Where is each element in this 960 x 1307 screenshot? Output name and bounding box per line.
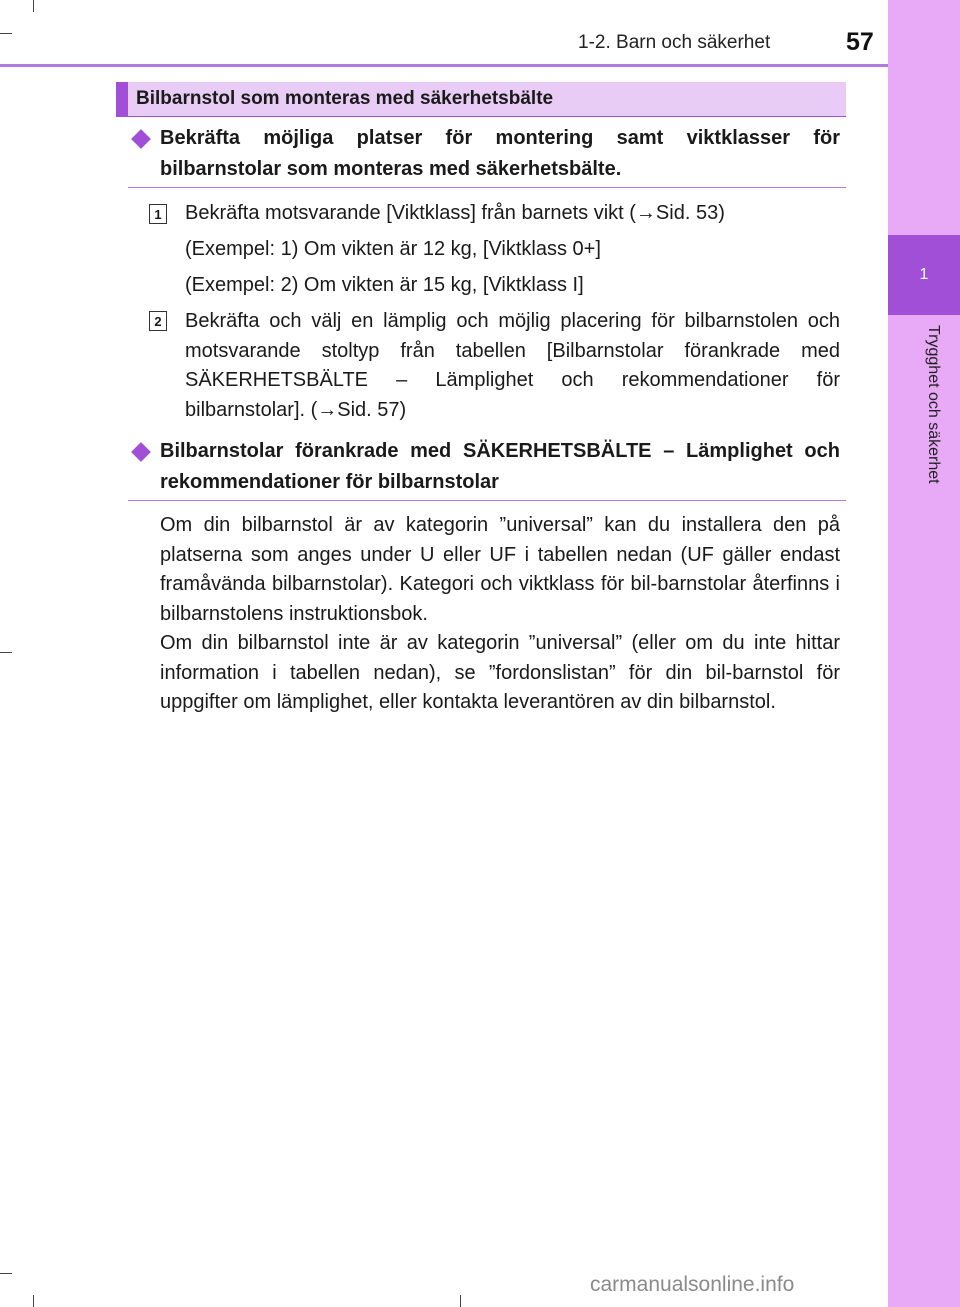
chapter-tab-number: 1 (919, 266, 929, 283)
body-paragraph: Om din bilbarnstol är av kategorin ”universal” kan du installera den på platserna som anges under U eller UF i tabellen nedan (UF gäller endast framåvända bilbarnstolar). Kategori och viktklass för bil-barnstolar återfinns i bilbarnstolens instruktionsbok. (160, 514, 840, 625)
subsection-divider (128, 187, 846, 188)
crop-mark (0, 1273, 12, 1274)
header-divider (0, 64, 888, 67)
step-text: Bekräfta och välj en lämplig och möjlig placering för bilbarnstolen och motsvarande stoltyp från tabellen [Bilbarnstolar förankrade med SÄKERHETSBÄLTE – Lämplighet och rekommendationer för bilbarnstolar]. (→Sid. 57) (185, 310, 840, 421)
step-number-badge: 1 (149, 204, 167, 224)
crop-mark (0, 33, 12, 34)
body-paragraph: Om din bilbarnstol inte är av kategorin ”universal” (eller om du inte hittar information i tabellen nedan), se ”fordonslistan” för din bil-barnstol för uppgifter om lämplighet, eller kontakta leverantören av din bilbarnstol. (160, 632, 840, 713)
chapter-title: 1-2. Barn och säkerhet (578, 32, 771, 53)
crop-mark (0, 652, 12, 653)
diamond-bullet-icon (131, 129, 151, 149)
section-title-bar (116, 82, 846, 117)
subsection-divider (128, 500, 846, 501)
example-text: (Exempel: 1) Om vikten är 12 kg, [Viktklass 0+] (185, 238, 601, 260)
subsection-heading: Bekräfta möjliga platser för montering samt viktklasser för bilbarnstolar som monteras med säkerhetsbälte. (160, 127, 840, 180)
crop-mark (460, 1295, 461, 1307)
chapter-side-label: Trygghet och säkerhet (925, 325, 942, 484)
watermark: carmanualsonline.info (590, 1273, 795, 1296)
section-title: Bilbarnstol som monteras med säkerhetsbälte (136, 88, 554, 109)
example-text: (Exempel: 2) Om vikten är 15 kg, [Viktklass I] (185, 274, 584, 296)
subsection-heading: Bilbarnstolar förankrade med SÄKERHETSBÄLTE – Lämplighet och rekommendationer för bilbarnstolar (160, 440, 840, 493)
step-number-badge: 2 (149, 311, 167, 331)
chapter-tab[interactable] (888, 235, 960, 315)
crop-mark (33, 1295, 34, 1307)
diamond-bullet-icon (131, 442, 151, 462)
crop-mark (33, 0, 34, 12)
side-strip (888, 0, 960, 1307)
page-number: 57 (846, 28, 874, 56)
step-text: Bekräfta motsvarande [Viktklass] från barnets vikt (→Sid. 53) (185, 202, 725, 224)
